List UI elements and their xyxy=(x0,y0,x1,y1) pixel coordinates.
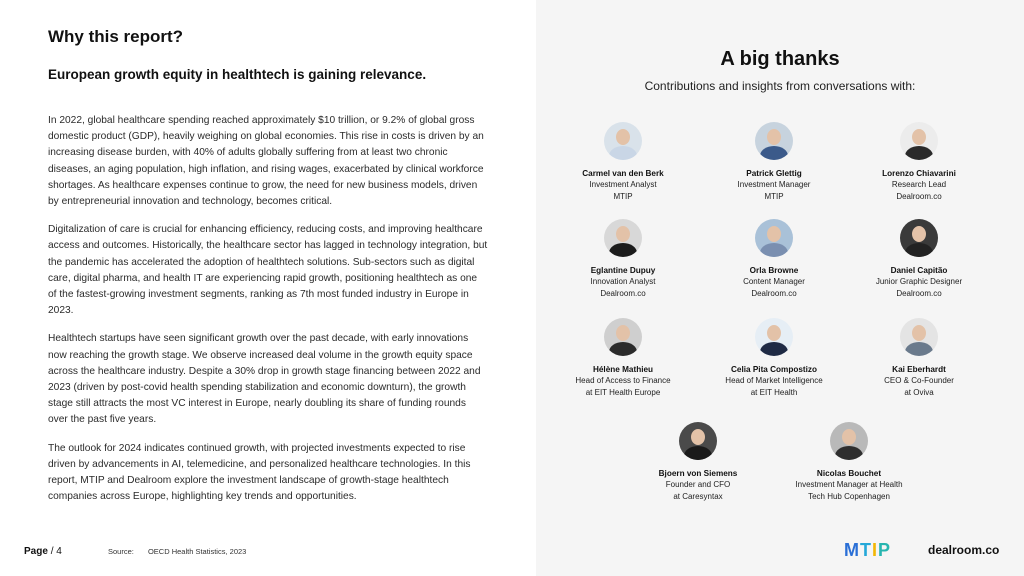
thanks-subtitle: Contributions and insights from conversations with: xyxy=(644,79,916,93)
contributor-name: Daniel Capitão xyxy=(890,266,948,275)
contributor-role: Investment Manager at Health xyxy=(795,480,903,489)
contributor-role: Investment Analyst xyxy=(589,180,657,189)
contributor-card xyxy=(699,122,849,202)
contributor-organization: Dealroom.co xyxy=(600,288,646,298)
contributor-name: Eglantine Dupuy xyxy=(590,266,656,275)
page-label: Page xyxy=(24,546,48,557)
contributor-card xyxy=(844,219,994,299)
page-number: / 4 xyxy=(50,546,62,557)
mtip-logo xyxy=(844,540,891,561)
contributor-name: Carmel van den Berk xyxy=(582,169,664,178)
contributor-organization: Tech Hub Copenhagen xyxy=(808,491,890,501)
contributor-organization: MTIP xyxy=(764,191,784,201)
source-label: Source: xyxy=(108,547,134,556)
contributor-organization: Dealroom.co xyxy=(896,288,942,298)
contributor-organization: Dealroom.co xyxy=(751,288,797,298)
logo-letter: P xyxy=(878,540,892,560)
contributor-role: Founder and CFO xyxy=(665,480,731,489)
avatar xyxy=(604,122,642,160)
contributor-name: Bjoern von Siemens xyxy=(658,469,738,478)
contributor-role: CEO & Co-Founder xyxy=(884,376,954,385)
contributor-role: Content Manager xyxy=(743,277,805,286)
paragraph: The outlook for 2024 indicates continued growth, with projected investments expected to rise driven by advancements in AI, telemedicine, and personalized healthcare technologies. In this report, MTIP and Dealroom explore the investment landscape of growth-stage healthtech companies across Europe, highlighting key trends and opportunities. xyxy=(48,442,471,503)
contributor-card xyxy=(548,318,698,398)
logo-letter: I xyxy=(872,540,879,560)
page-subtitle: European growth equity in healthtech is gaining relevance. xyxy=(48,67,427,82)
contributor-organization: at EIT Health xyxy=(750,387,798,397)
paragraph: Digitalization of care is crucial for enhancing efficiency, reducing costs, and improving healthcare access and outcomes. Historically, the healthcare sector has lagged in technology integration, but the pandemic has accelerated the adoption of healthtech solutions. Sub-sectors such as digital care, digital pharma, and health IT are experiencing rapid growth, positioning healthtech as one of the fastest-growing investment segments, ranking as 7th most funded industry in Europe in 2023. xyxy=(48,224,488,317)
contributor-card xyxy=(699,318,849,398)
contributor-card xyxy=(774,422,924,502)
avatar xyxy=(755,122,793,160)
contributor-role: Junior Graphic Designer xyxy=(875,277,963,286)
contributor-organization: Dealroom.co xyxy=(896,191,942,201)
avatar xyxy=(604,318,642,356)
avatar xyxy=(830,422,868,460)
logo-letter: T xyxy=(860,540,872,560)
contributor-organization: at Oviva xyxy=(904,387,934,397)
body-text xyxy=(48,113,488,517)
contributor-role: Head of Access to Finance xyxy=(575,376,671,385)
contributor-card xyxy=(548,122,698,202)
source-text: OECD Health Statistics, 2023 xyxy=(147,547,247,556)
contributor-role: Research Lead xyxy=(891,180,947,189)
contributor-name: Patrick Glettig xyxy=(746,169,802,178)
avatar xyxy=(900,318,938,356)
thanks-title: A big thanks xyxy=(720,48,840,70)
contributor-card xyxy=(699,219,849,299)
avatar xyxy=(755,318,793,356)
contributor-card xyxy=(844,318,994,398)
contributor-name: Nicolas Bouchet xyxy=(816,469,882,478)
contributor-role: Investment Manager xyxy=(737,180,811,189)
avatar xyxy=(900,219,938,257)
avatar xyxy=(900,122,938,160)
paragraph: In 2022, global healthcare spending reached approximately $10 trillion, or 9.2% of global gross domestic product (GDP), heavily weighing on global economies. This rise in costs is driven by an increasing disease burden, with 40% of adults globally suffering from at least two chronic diseases, an aging population, high inflation, and rising wages, exacerbated by clinical workforce shortages. As healthcare expenses continue to grow, the need for new business models, driven by entrepreneurial innovation and technology, becomes critical. xyxy=(48,115,484,208)
contributor-name: Kai Eberhardt xyxy=(892,365,946,374)
avatar xyxy=(755,219,793,257)
contributor-name: Celia Pita Compostizo xyxy=(731,365,817,374)
dealroom-logo: dealroom.co xyxy=(928,543,1000,557)
logo-letter: M xyxy=(844,540,860,560)
contributor-organization: MTIP xyxy=(613,191,633,201)
page-title: Why this report? xyxy=(48,27,184,46)
paragraph: Healthtech startups have seen significant growth over the past decade, with early innovations now reaching the growth stage. We observe increased deal volume in the growth equity space across the healthcare industry. Despite a 30% drop in growth stage financing between 2022 and 2023 (driven by post-covid health spending stabilization and economic downturn), the growth stage still attracts the most VC interest in Europe, nearly doubling its share of funding rounds over the past five years. xyxy=(48,333,481,426)
contributor-name: Hélène Mathieu xyxy=(592,365,654,374)
avatar xyxy=(679,422,717,460)
right-panel xyxy=(536,0,1024,576)
contributor-name: Lorenzo Chiavarini xyxy=(882,169,956,178)
contributor-card xyxy=(623,422,773,502)
page-indicator xyxy=(24,546,62,557)
contributor-organization: at EIT Health Europe xyxy=(585,387,661,397)
source-note xyxy=(108,547,246,556)
contributor-name: Orla Browne xyxy=(749,266,799,275)
contributor-role: Head of Market Intelligence xyxy=(725,376,823,385)
contributor-organization: at Caresyntax xyxy=(673,491,723,501)
contributor-role: Innovation Analyst xyxy=(590,277,656,286)
contributor-card xyxy=(548,219,698,299)
contributor-card xyxy=(844,122,994,202)
avatar xyxy=(604,219,642,257)
